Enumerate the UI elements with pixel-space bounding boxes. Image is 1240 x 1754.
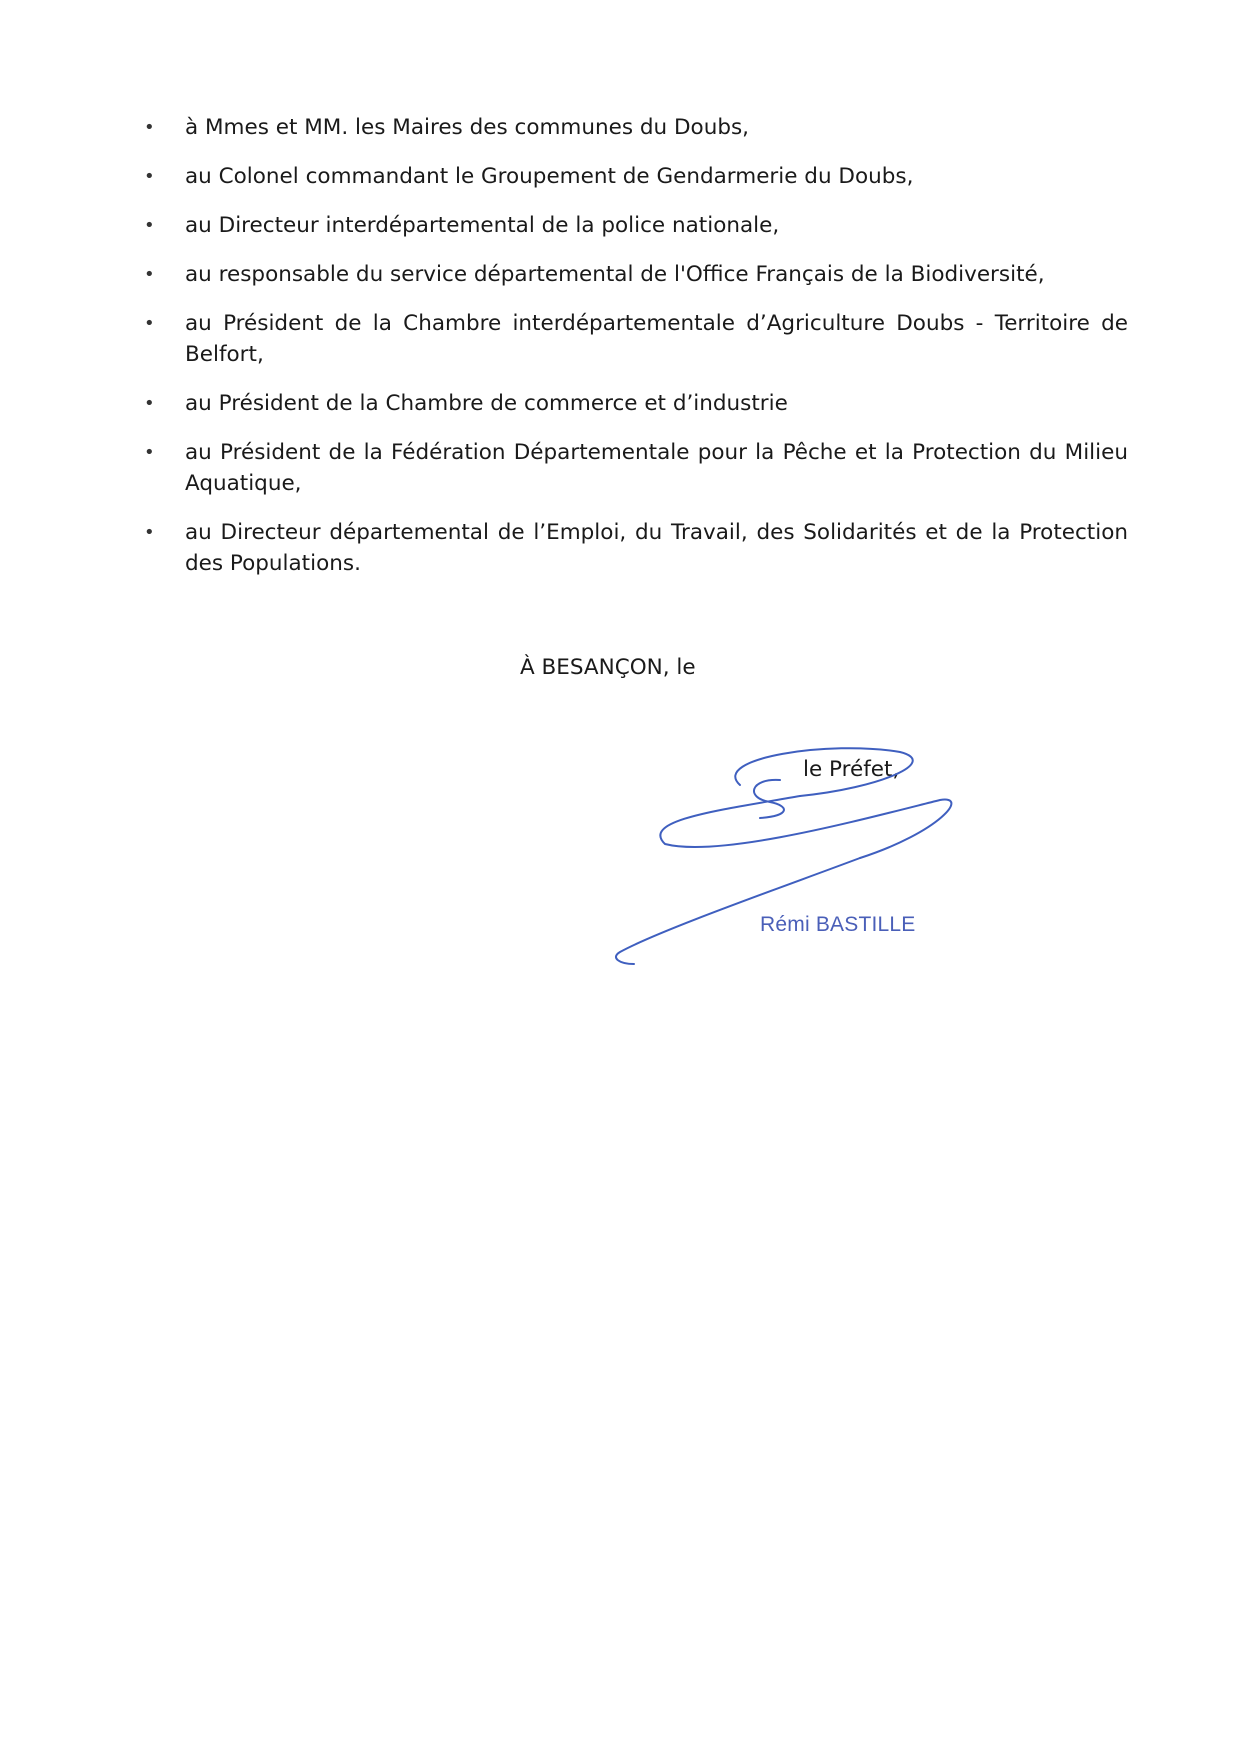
bullet-icon: • — [144, 522, 155, 543]
recipient-text: au Directeur départemental de l’Emploi, du Travail, des Solidarités et de la Protection des Populations. — [185, 520, 1128, 576]
recipient-text: au Directeur interdépartemental de la police nationale, — [185, 213, 780, 238]
recipient-item — [144, 308, 1128, 370]
bullet-icon: • — [144, 393, 155, 414]
bullet-icon: • — [144, 215, 155, 236]
recipient-text: au Colonel commandant le Groupement de Gendarmerie du Doubs, — [185, 164, 914, 189]
recipient-list — [144, 112, 1128, 597]
recipient-text: à Mmes et MM. les Maires des communes du Doubs, — [185, 115, 750, 140]
recipient-item — [144, 388, 1128, 419]
recipient-item — [144, 517, 1128, 579]
recipient-item — [144, 437, 1128, 499]
recipient-text: au Président de la Chambre de commerce et d’industrie — [185, 391, 788, 416]
signer-name: Rémi BASTILLE — [760, 913, 916, 936]
bullet-icon: • — [144, 166, 155, 187]
signer-title: le Préfet, — [803, 757, 900, 782]
recipient-item — [144, 161, 1128, 192]
signature-block — [600, 740, 1040, 980]
handwritten-signature — [600, 740, 1040, 980]
recipient-item — [144, 112, 1128, 143]
recipient-text: au Président de la Fédération Départementale pour la Pêche et la Protection du Milieu Aquatique, — [185, 440, 1128, 496]
recipient-item — [144, 259, 1128, 290]
recipient-item — [144, 210, 1128, 241]
bullet-icon: • — [144, 313, 155, 334]
place-date-line: À BESANÇON, le — [520, 655, 696, 680]
recipient-text: au Président de la Chambre interdépartementale d’Agriculture Doubs - Territoire de Belfort, — [185, 311, 1128, 367]
bullet-icon: • — [144, 264, 155, 285]
recipient-text: au responsable du service départemental de l'Office Français de la Biodiversité, — [185, 262, 1045, 287]
bullet-icon: • — [144, 117, 155, 138]
bullet-icon: • — [144, 442, 155, 463]
